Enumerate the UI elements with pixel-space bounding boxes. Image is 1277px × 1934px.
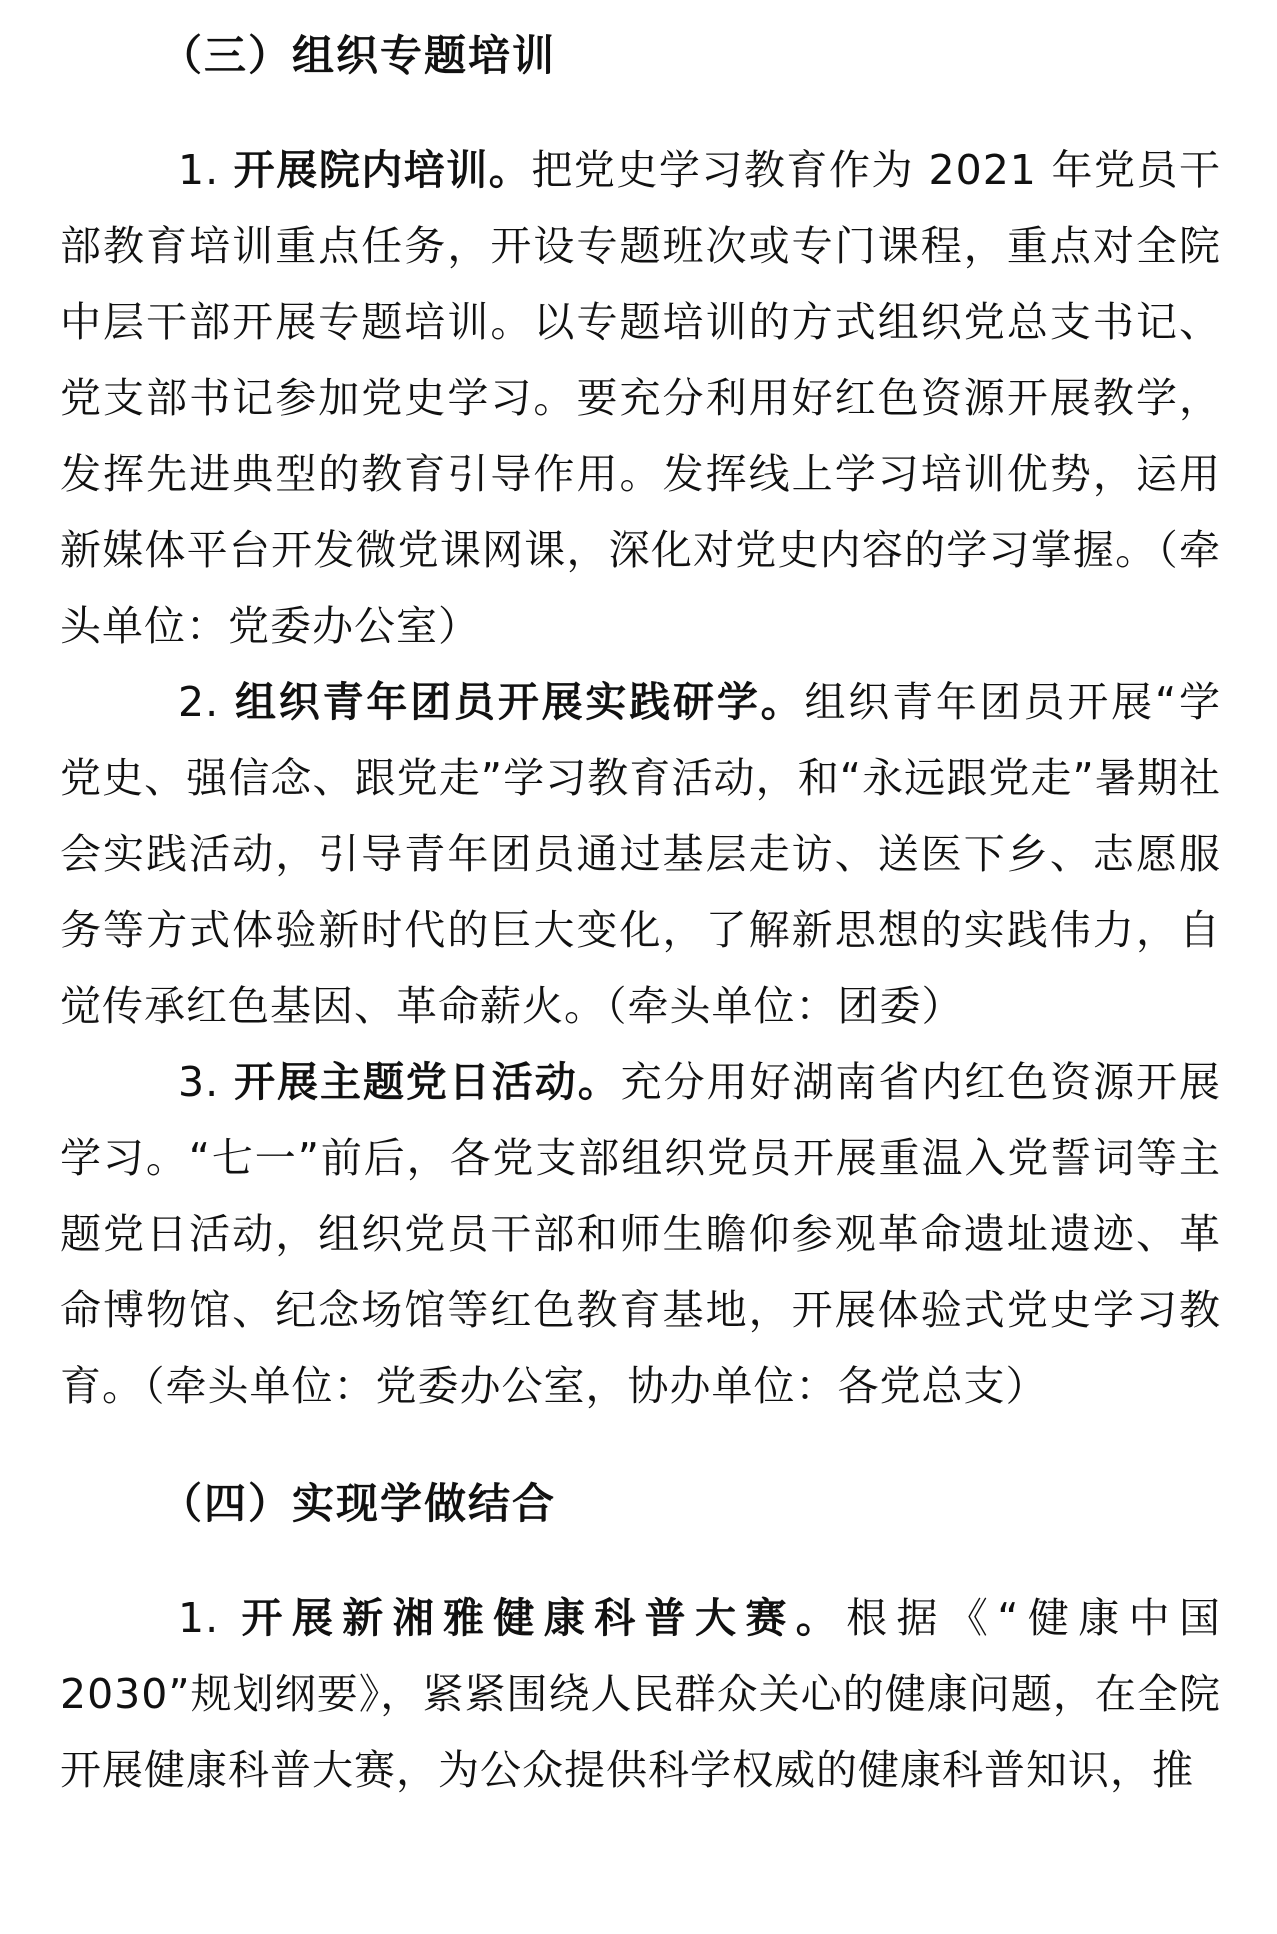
item-body: 把党史学习教育作为 2021 年党员干部教育培训重点任务，开设专题班次或专门课程，重点对全院中层干部开展专题培训。以专题培训的方式组织党总支书记、党支部书记参加党史学习。要充分利用好红色资源开展教学，发挥先进典型的教育引导作用。发挥线上学习培训优势，运用新媒体平台开发微党课网课，深化对党史内容的学习掌握。（牵头单位：党委办公室）: [60, 146, 1221, 650]
item-lead: 开展院内培训。: [233, 146, 532, 194]
item-lead: 组织青年团员开展实践研学。: [234, 678, 805, 726]
item-lead: 开展新湘雅健康科普大赛。: [241, 1594, 847, 1642]
item-number: 2.: [178, 678, 235, 726]
item-number: 1.: [178, 146, 234, 194]
item-body: 组织青年团员开展“学党史、强信念、跟党走”学习教育活动，和“永远跟党走”暑期社会实践活动，引导青年团员通过基层走访、送医下乡、志愿服务等方式体验新时代的巨大变化，了解新思想的实践伟力，自觉传承红色基因、革命薪火。（牵头单位：团委）: [60, 678, 1222, 1030]
section-heading-3: （三）组织专题培训: [160, 31, 557, 80]
paragraph-3-3: [60, 1044, 1221, 1424]
section-heading-4: （四）实现学做结合: [160, 1479, 557, 1528]
paragraph-3-2: [60, 664, 1221, 1044]
item-lead: 开展主题党日活动。: [234, 1058, 621, 1106]
item-number: 1.: [178, 1594, 242, 1642]
item-body: 根据《“健康中国2030”规划纲要》，紧紧围绕人民群众关心的健康问题，在全院开展健康科普大赛，为公众提供科学权威的健康科普知识，推: [60, 1594, 1221, 1794]
paragraph-4-1: [60, 1580, 1221, 1808]
item-number: 3.: [178, 1058, 235, 1106]
item-body: 充分用好湖南省内红色资源开展学习。“七一”前后，各党支部组织党员开展重温入党誓词等主题党日活动，组织党员干部和师生瞻仰参观革命遗址遗迹、革命博物馆、纪念场馆等红色教育基地，开展体验式党史学习教育。（牵头单位：党委办公室，协办单位：各党总支）: [60, 1058, 1222, 1410]
paragraph-3-1: [60, 132, 1221, 664]
